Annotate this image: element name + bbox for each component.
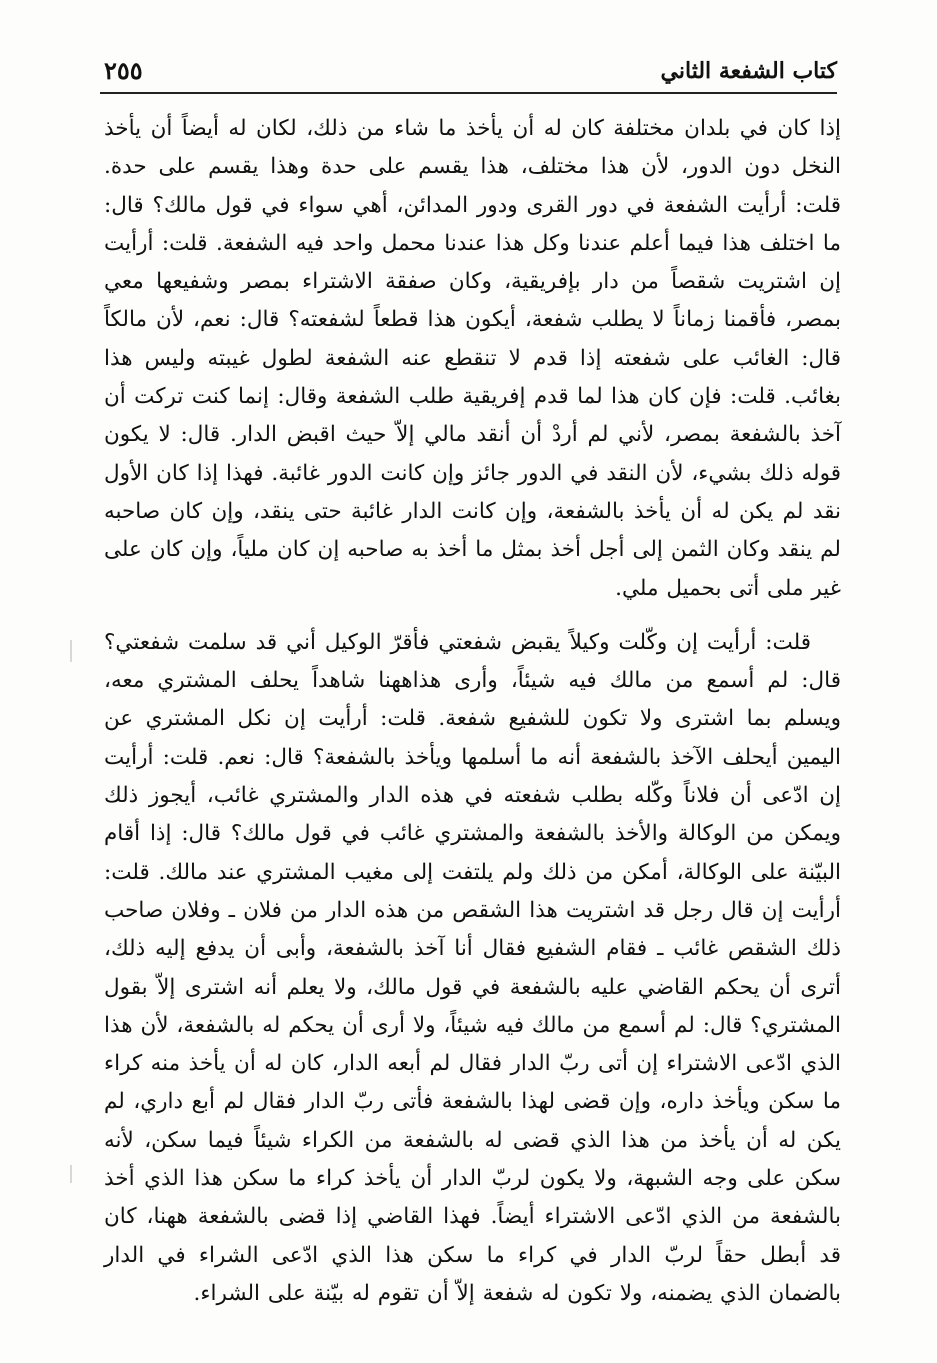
margin-speck xyxy=(70,640,72,662)
page-body xyxy=(104,110,841,1313)
margin-speck xyxy=(70,1165,72,1183)
paragraph-2: قلت: أرأيت إن وكّلت وكيلاً يقبض شفعتي فأقرّ الوكيل أني قد سلمت شفعتي؟ قال: لم أسمع من مالك فيه شيئاً، وأرى هذاههنا شاهداً يحلف المشتري معه، ويسلم بما اشترى ولا تكون للشفيع شفعة. قلت: أرأيت إن نكل المشتري عن اليمين أيحلف الآخذ بالشفعة أنه ما أسلمها ويأخذ بالشفعة؟ قال: نعم. قلت: أرأيت إن ادّعى أن فلاناً وكّله بطلب شفعته في هذه الدار والمشتري غائب، أيجوز ذلك ويمكن من الوكالة والأخذ بالشفعة والمشتري غائب في قول مالك؟ قال: إذا أقام البيّنة على الوكالة، أمكن من ذلك ولم يلتفت إلى مغيب المشتري عند مالك. قلت: أرأيت إن قال رجل قد اشتريت هذا الشقص من هذه الدار من فلان ـ وفلان صاحب ذلك الشقص غائب ـ فقام الشفيع فقال أنا آخذ بالشفعة، وأبى أن يدفع إليه ذلك، أترى أن يحكم القاضي عليه بالشفعة في قول مالك، ولا يعلم أنه اشترى إلاّ بقول المشتري؟ قال: لم أسمع من مالك فيه شيئاً، ولا أرى أن يحكم له بالشفعة، لأن هذا الذي ادّعى الاشتراء إن أتى ربّ الدار فقال لم أبعه الدار، كان له أن يأخذ منه كراء ما سكن ويأخذ داره، وإن قضى لهذا بالشفعة فأتى ربّ الدار فقال لم أبع داري، لم يكن له أن يأخذ من هذا الذي قضى له بالشفعة من الكراء شيئاً فيما سكن، لأنه سكن على وجه الشبهة، ولا يكون لربّ الدار أن يأخذ كراء ما سكن هذا الذي أخذ بالشفعة من الذي ادّعى الاشتراء أيضاً. فهذا القاضي إذا قضى بالشفعة ههنا، كان قد أبطل حقاً لربّ الدار في كراء ما سكن هذا الذي ادّعى الشراء في الدار بالضمان الذي يضمنه، ولا تكون له شفعة إلاّ أن تقوم له بيّنة على الشراء. xyxy=(104,629,841,1306)
page-number: ٢٥٥ xyxy=(104,56,143,85)
header-divider xyxy=(100,92,837,94)
paragraph-1: إذا كان في بلدان مختلفة كان له أن يأخذ ما شاء من ذلك، لكان له أيضاً أن يأخذ النخل دون الدور، لأن هذا مختلف، هذا يقسم على حدة وهذا يقسم على حدة. قلت: أرأيت الشفعة في دور القرى ودور المدائن، أهي سواء في قول مالك؟ قال: ما اختلف هذا فيما أعلم عندنا وكل هذا عندنا محمل واحد فيه الشفعة. قلت: أرأيت إن اشتريت شقصاً من دار بإفريقية، وكان صفقة الاشتراء بمصر وشفيعها معي بمصر، فأقمنا زماناً لا يطلب شفعة، أيكون هذا قطعاً لشفعته؟ قال: نعم، لأن مالكاً قال: الغائب على شفعته إذا قدم لا تنقطع عنه الشفعة لطول غيبته وليس هذا بغائب. قلت: فإن كان هذا لما قدم إفريقية طلب الشفعة وقال: إنما كنت تركت أن آخذ بالشفعة بمصر، لأني لم أردْ أن أنقد مالي إلاّ حيث اقبض الدار. قال: لا يكون قوله ذلك بشيء، لأن النقد في الدور جائز وإن كانت الدور غائبة. فهذا إذا كان الأول نقد لم يكن له أن يأخذ بالشفعة، وإن كانت الدار غائبة حتى ينقد، وإن كان صاحبه لم ينقد وكان الثمن إلى أجل أخذ بمثل ما أخذ به صاحبه إن كان ملياً، وإن كان على غير ملى أتى بحميل ملي. xyxy=(104,116,841,601)
book-title: كتاب الشفعة الثاني xyxy=(660,58,837,84)
running-header xyxy=(100,52,837,92)
